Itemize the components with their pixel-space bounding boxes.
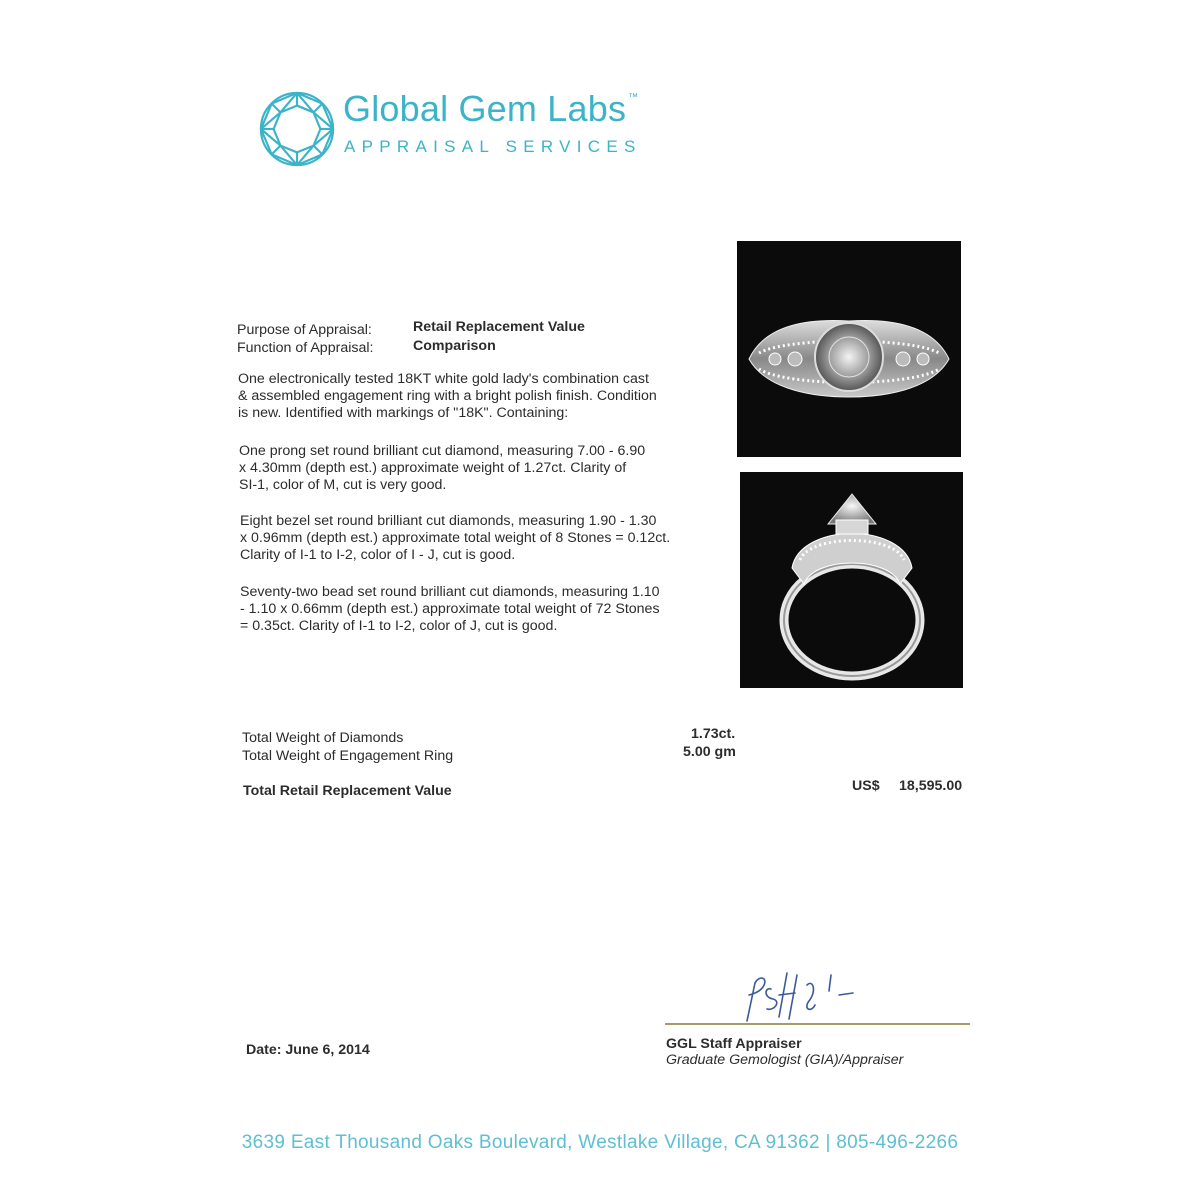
total-diamonds-value: 1.73ct. — [691, 726, 736, 742]
logo-name: Global Gem Labs ™ — [343, 88, 639, 129]
center-stone-description — [239, 443, 709, 494]
diamond-logo-icon — [258, 90, 336, 168]
appraiser-title: GGL Staff Appraiser — [666, 1036, 802, 1052]
total-ring-weight-label: Total Weight of Engagement Ring — [242, 748, 454, 764]
ring-top-view-photo — [737, 241, 961, 457]
footer-address: 3639 East Thousand Oaks Boulevard, Westlake Village, CA 91362 | 805-496-2266 — [241, 1132, 959, 1153]
appraisal-date: Date: June 6, 2014 — [246, 1042, 370, 1058]
text-line: - 1.10 x 0.66mm (depth est.) approximate total weight of 72 Stones — [240, 601, 660, 617]
function-label: Function of Appraisal: — [237, 340, 374, 356]
signature-line — [665, 1023, 970, 1025]
ring-side-view-photo — [740, 472, 963, 688]
total-diamonds-label: Total Weight of Diamonds — [242, 730, 404, 746]
text-line: One prong set round brilliant cut diamond, measuring 7.00 - 6.90 — [239, 443, 646, 459]
text-line: x 0.96mm (depth est.) approximate total weight of 8 Stones = 0.12ct. — [240, 530, 671, 546]
description-intro — [238, 371, 708, 422]
text-line: SI-1, color of M, cut is very good. — [239, 477, 447, 493]
logo-subtitle: APPRAISAL SERVICES — [344, 137, 642, 156]
bezel-stones-description — [240, 513, 710, 564]
text-line: One electronically tested 18KT white gold lady's combination cast — [238, 371, 649, 387]
text-line: & assembled engagement ring with a bright polish finish. Condition — [238, 388, 657, 404]
function-value: Comparison — [413, 338, 496, 354]
text-line: = 0.35ct. Clarity of I-1 to I-2, color of J, cut is good. — [240, 618, 558, 634]
appraiser-credential: Graduate Gemologist (GIA)/Appraiser — [666, 1052, 904, 1068]
total-retail-value-label: Total Retail Replacement Value — [243, 783, 452, 799]
text-line: x 4.30mm (depth est.) approximate weight of 1.27ct. Clarity of — [239, 460, 627, 476]
bead-stones-description — [240, 584, 710, 635]
currency-label: US$ — [852, 778, 880, 794]
purpose-value: Retail Replacement Value — [413, 319, 585, 335]
total-retail-value-amount: 18,595.00 — [899, 778, 963, 794]
text-line: Seventy-two bead set round brilliant cut diamonds, measuring 1.10 — [240, 584, 660, 600]
text-line: Eight bezel set round brilliant cut diamonds, measuring 1.90 - 1.30 — [240, 513, 657, 529]
purpose-label: Purpose of Appraisal: — [237, 322, 372, 338]
text-line: is new. Identified with markings of "18K". Containing: — [238, 405, 569, 421]
signature — [735, 965, 865, 1025]
text-line: Clarity of I-1 to I-2, color of I - J, cut is good. — [240, 547, 516, 563]
total-ring-weight-value: 5.00 gm — [683, 744, 736, 760]
